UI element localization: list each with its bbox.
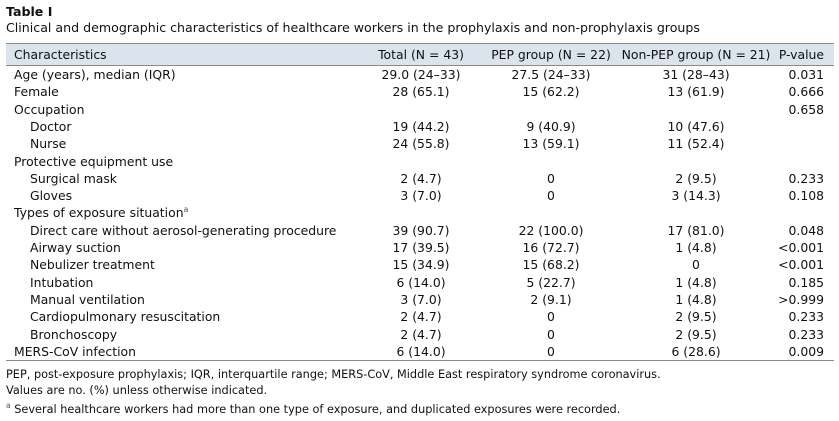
cell-non-pep-group: 17 (81.0): [667, 222, 725, 238]
cell-pep-group: 9 (40.9): [526, 119, 576, 135]
footnote-marker: a: [183, 205, 189, 215]
cell-characteristic: [6, 83, 361, 100]
table-row: [6, 343, 834, 361]
cell-p-value: <0.001: [778, 257, 824, 273]
header-characteristics: Characteristics: [6, 44, 361, 66]
cell-non-pep-group: 1 (4.8): [675, 274, 717, 290]
cell-pep-group: 2 (9.1): [530, 292, 572, 307]
cell-non-pep-group: 0: [692, 257, 700, 273]
footnote-abbreviations: PEP, post-exposure prophylaxis; IQR, interquartile range; MERS-CoV, Middle East respiratory syndrome coronavirus.: [6, 368, 661, 382]
cell-total: [361, 152, 481, 169]
cell-characteristic: [6, 343, 361, 361]
table-body: [6, 66, 834, 361]
table-row: [6, 187, 834, 204]
table-title: Clinical and demographic characteristics of healthcare workers in the prophylaxis and non-prophylaxis groups: [6, 20, 700, 35]
table-footnotes: [6, 367, 834, 417]
cell-non-pep-group: 11 (52.4): [667, 136, 725, 152]
cell-total: 17 (39.5): [392, 240, 450, 256]
cell-p-value: 0.658: [788, 101, 824, 117]
footnote-a-marker: a: [6, 401, 11, 411]
characteristic-label: Gloves: [30, 188, 73, 204]
cell-non-pep-group: 1 (4.8): [675, 240, 717, 256]
cell-non-pep-group: 6 (28.6): [621, 343, 771, 361]
table-row: [6, 135, 834, 152]
cell-pep-group: 15 (62.2): [522, 84, 580, 100]
cell-characteristic: [6, 101, 361, 118]
cell-characteristic: [6, 118, 361, 135]
document: [6, 4, 834, 417]
cell-non-pep-group: [621, 101, 771, 118]
cell-non-pep-group: 2 (9.5): [675, 170, 717, 186]
cell-total: [361, 204, 481, 221]
cell-total: 2 (4.7): [400, 309, 442, 325]
table-header-row: [6, 44, 834, 66]
characteristic-label: Protective equipment use: [14, 153, 174, 169]
footnote-a: [6, 398, 834, 417]
cell-p-value: 0.048: [788, 222, 824, 238]
table-row: [6, 291, 834, 308]
footnote-a-text: Several healthcare workers had more than one type of exposure, and duplicated exposures were recorded.: [14, 402, 621, 416]
characteristic-label: Doctor: [30, 119, 72, 135]
cell-non-pep-group: 3 (14.3): [671, 188, 721, 204]
cell-pep-group: 13 (59.1): [522, 136, 580, 152]
cell-p-value: [771, 152, 834, 169]
table-row: [6, 239, 834, 256]
cell-pep-group: 0: [547, 326, 555, 342]
characteristic-label: Manual ventilation: [30, 292, 145, 307]
cell-characteristic: [6, 135, 361, 152]
characteristic-label: Direct care without aerosol-generating procedure: [30, 222, 337, 238]
cell-characteristic: [6, 325, 361, 342]
cell-p-value: 0.233: [788, 170, 824, 186]
cell-p-value: [771, 118, 834, 135]
cell-non-pep-group: [621, 204, 771, 221]
cell-p-value: 0.233: [788, 326, 824, 342]
cell-characteristic: [6, 66, 361, 84]
table-row: [6, 101, 834, 118]
header-total: Total (N = 43): [361, 44, 481, 66]
cell-non-pep-group: 1 (4.8): [675, 292, 717, 307]
cell-p-value: 0.185: [788, 274, 824, 290]
cell-non-pep-group: 10 (47.6): [667, 119, 725, 135]
cell-non-pep-group: 13 (61.9): [667, 84, 725, 100]
cell-characteristic: [6, 291, 361, 308]
characteristic-label: Surgical mask: [30, 170, 117, 186]
characteristic-label: Occupation: [14, 101, 85, 117]
cell-pep-group: 0: [481, 343, 621, 361]
table-row: [6, 325, 834, 342]
table-row: [6, 204, 834, 221]
cell-pep-group: 0: [547, 170, 555, 186]
cell-total: 29.0 (24–33): [381, 67, 461, 83]
footnote-values: Values are no. (%) unless otherwise indicated.: [6, 383, 268, 397]
cell-characteristic: [6, 170, 361, 187]
cell-characteristic: [6, 308, 361, 325]
cell-pep-group: 0: [547, 188, 555, 204]
header-p-value: P-value: [771, 44, 834, 66]
cell-p-value: 0.031: [788, 67, 824, 83]
cell-total: 2 (4.7): [400, 170, 442, 186]
table-row: [6, 66, 834, 84]
cell-pep-group: [481, 101, 621, 118]
cell-total: 19 (44.2): [392, 119, 450, 135]
characteristic-label: MERS-CoV infection: [14, 343, 136, 359]
cell-pep-group: 15 (68.2): [522, 257, 580, 273]
characteristics-table: [6, 43, 834, 361]
cell-p-value: 0.009: [771, 343, 834, 361]
cell-pep-group: 22 (100.0): [518, 222, 584, 238]
characteristic-label: Intubation: [30, 274, 94, 290]
table-row: [6, 152, 834, 169]
cell-non-pep-group: [621, 152, 771, 169]
cell-total: 6 (14.0): [396, 274, 446, 290]
characteristic-label: Nurse: [30, 136, 67, 152]
cell-p-value: 0.108: [788, 188, 824, 204]
cell-p-value: [771, 135, 834, 152]
cell-p-value: >0.999: [778, 292, 824, 307]
cell-total: 15 (34.9): [392, 257, 450, 273]
cell-p-value: 0.666: [788, 84, 824, 100]
header-non-pep-group: Non-PEP group (N = 21): [621, 44, 771, 66]
cell-characteristic: [6, 222, 361, 239]
cell-pep-group: 5 (22.7): [526, 274, 576, 290]
cell-pep-group: 27.5 (24–33): [511, 67, 591, 83]
cell-non-pep-group: 31 (28–43): [662, 67, 730, 83]
cell-characteristic: [6, 256, 361, 273]
cell-pep-group: [481, 152, 621, 169]
cell-p-value: <0.001: [778, 240, 824, 256]
cell-non-pep-group: 2 (9.5): [675, 326, 717, 342]
cell-characteristic: [6, 239, 361, 256]
cell-pep-group: [481, 204, 621, 221]
table-row: [6, 256, 834, 273]
table-row: [6, 170, 834, 187]
characteristic-label: Airway suction: [30, 240, 121, 256]
table-row: [6, 118, 834, 135]
characteristic-label: Bronchoscopy: [30, 326, 118, 342]
characteristic-label: Female: [14, 84, 59, 100]
cell-characteristic: [6, 152, 361, 169]
characteristic-label: Types of exposure situation: [14, 205, 184, 221]
table-label: Table I: [6, 4, 53, 19]
cell-characteristic: [6, 204, 361, 221]
table-row: [6, 83, 834, 100]
cell-total: 39 (90.7): [392, 222, 450, 238]
cell-p-value: [771, 204, 834, 221]
characteristic-label: Cardiopulmonary resuscitation: [30, 309, 221, 325]
cell-total: 3 (7.0): [400, 188, 442, 204]
cell-pep-group: 16 (72.7): [522, 240, 580, 256]
table-row: [6, 222, 834, 239]
cell-pep-group: 0: [547, 309, 555, 325]
cell-non-pep-group: 2 (9.5): [675, 309, 717, 325]
cell-p-value: 0.233: [788, 309, 824, 325]
cell-characteristic: [6, 274, 361, 291]
cell-total: 24 (55.8): [392, 136, 450, 152]
header-pep-group: PEP group (N = 22): [481, 44, 621, 66]
cell-total: 28 (65.1): [392, 84, 450, 100]
characteristic-label: Age (years), median (IQR): [14, 67, 176, 83]
cell-total: 2 (4.7): [400, 326, 442, 342]
cell-total: [361, 101, 481, 118]
table-row: [6, 274, 834, 291]
cell-total: 3 (7.0): [400, 292, 442, 307]
cell-total: 6 (14.0): [361, 343, 481, 361]
characteristic-label: Nebulizer treatment: [30, 257, 155, 273]
table-row: [6, 308, 834, 325]
cell-characteristic: [6, 187, 361, 204]
